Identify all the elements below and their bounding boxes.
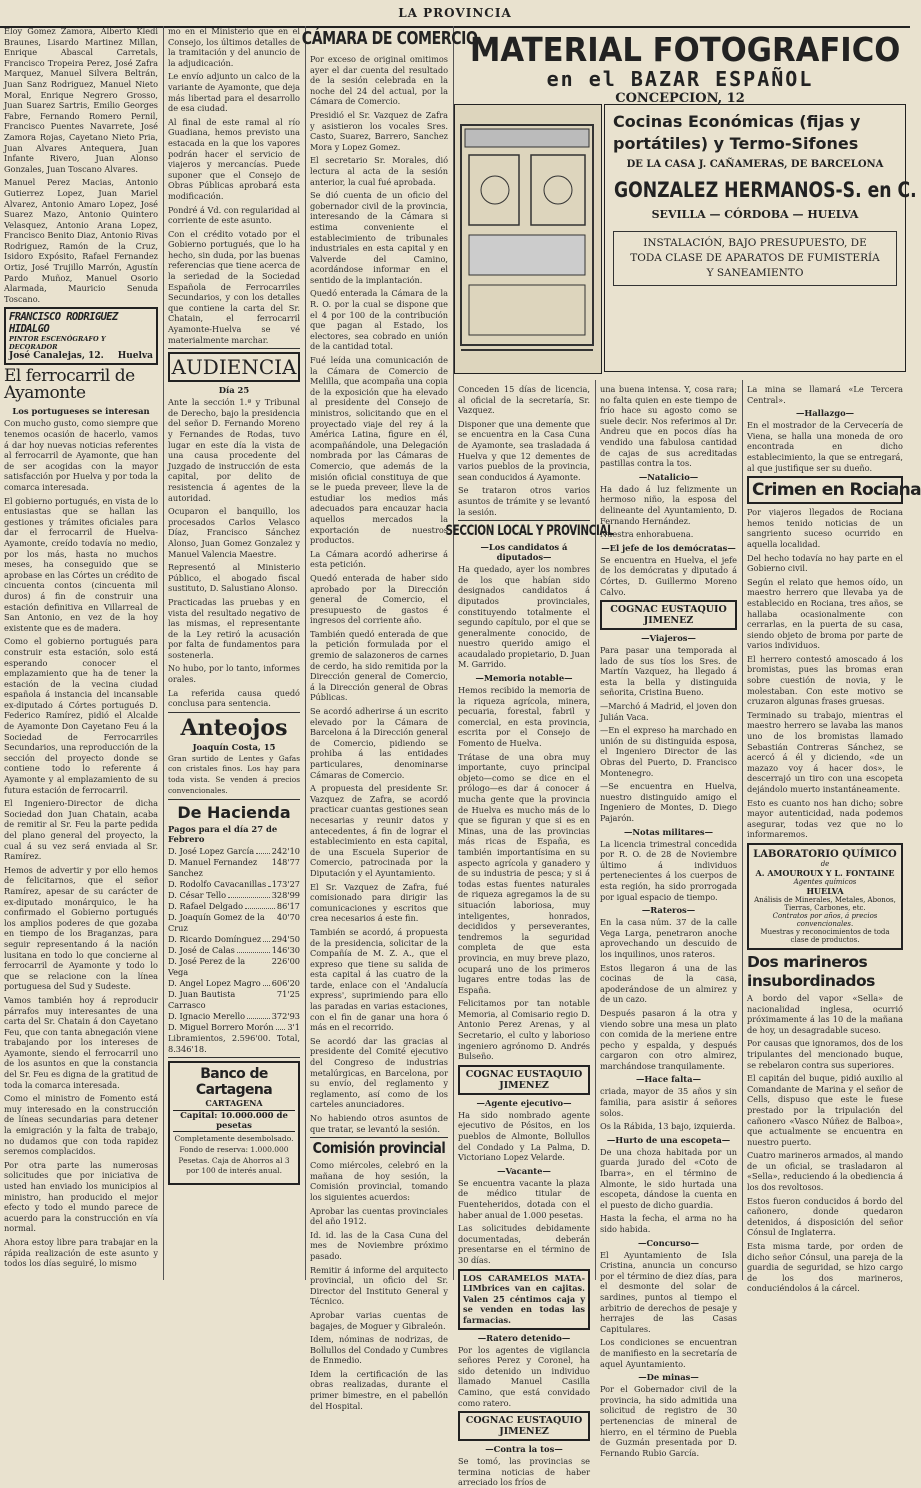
article-paragraph: Id. id. las de la Casa Cuna del mes de Noviembre próximo pasado. — [310, 1229, 448, 1261]
article-paragraph: Las solicitudes debidamente documentadas, deberán presentarse en el término de 30 días. — [458, 1223, 590, 1265]
article-paragraph: Idem la certificación de las obras realizadas, durante el primer bimestre, en el pabellón del Hospital. — [310, 1368, 448, 1411]
article-paragraph: —En el expreso ha marchado en unión de su distinguida esposa, el Ingeniero Director de las Obras del Puerto, D. Francisco Montenegro. — [600, 725, 737, 778]
lab-title: LABORATORIO QUÍMICO — [753, 848, 897, 860]
article-paragraph: El secretario Sr. Morales, dió lectura al acta de la sesión anterior, la cual fué aprobada. — [310, 155, 448, 187]
hacienda-row-name: D. César Tello — [168, 890, 227, 901]
lab-body: Análisis de Minerales, Metales, Abonos, Tierras, Carbones, etc. — [754, 895, 896, 912]
seccion-local-title: SECCION LOCAL Y PROVINCIAL — [445, 523, 614, 540]
hacienda-row — [168, 989, 300, 1011]
article-paragraph: La Cámara acordó adherirse á esta petición. — [310, 548, 448, 570]
lab-names: A. AMOUROUX Y L. FONTAINE — [755, 867, 895, 878]
hacienda-row — [168, 846, 300, 857]
ad-city: Huelva — [117, 351, 153, 362]
leader-dots — [268, 879, 269, 887]
hacienda-row-amount: 3'1 — [287, 1022, 300, 1033]
lab-sub: Agentes químicos — [793, 877, 857, 886]
hacienda-total: Libramientos, 2.596'00. Total, 8.346'18. — [168, 1033, 300, 1054]
article-paragraph: El herrero contestó amoscado á los bromistas, pues las bromas eran sobre cuestión de novia, y le molestaban. Con este motivo se cruzaron algunas frases gruesas. — [747, 653, 903, 707]
banco-title: Banco de Cartagena — [195, 1066, 273, 1099]
hacienda-row-name: D. Rafael Delgado — [168, 901, 244, 912]
article-paragraph: Como el ministro de Fomento está muy interesado en la construcción de líneas secundarias para detener la emigración y la falta de trabajo, no dudamos que con toda rapidez seremos complacidos. — [4, 1093, 158, 1157]
article-paragraph: El Ayuntamiento de Isla Cristina, anuncia un concurso por el término de diez días, para el desmonte del solar de sardines, puntos al tiempo el arbitrio de derechos de pesaje y herrajes de las Casas Capitulares. — [600, 1249, 737, 1334]
lab-body-3: Muestras y reconocimientos de toda clase de productos. — [760, 927, 890, 944]
subhead: —Concurso— — [638, 1237, 699, 1248]
leader-dots — [263, 934, 269, 942]
article-paragraph: Hemos recibido la memoria de la riqueza agrícola, minera, pecuaria, forestal, fabril y comercial, en esta provincia, escrita por el Consejo de Fomento de Huelva. — [458, 685, 590, 749]
column-3 — [301, 26, 478, 1411]
ad-bazar-espanol: en el BAZAR ESPAÑOL — [546, 67, 814, 91]
subhead: —Ratero detenido— — [477, 1332, 571, 1343]
audiencia-date: Día 25 — [218, 385, 250, 396]
article-paragraph: Remitir á informe del arquitecto provincial, un oficio del Sr. Director del Instituto General y Técnico. — [310, 1264, 448, 1307]
hacienda-row — [168, 934, 300, 945]
hacienda-row-name: D. Ricardo Domínguez — [168, 934, 262, 945]
article-paragraph: Ha sido nombrado agente ejecutivo de Pósitos, en los pueblos de Almonte, Bollullos del Condado y La Palma, D. Victoriano Lopez Velarde. — [458, 1109, 590, 1163]
article-paragraph: Estos llegaron á una de las cocinas de la casa, apoderándose de un almirez y de un cazo. — [600, 962, 737, 1005]
article-paragraph: Ahora estoy libre para trabajar en la rápida realización de este asunto y todos los días seguiré, lo mismo — [4, 1236, 158, 1269]
hacienda-list — [168, 846, 300, 1033]
audiencia-title: AUDIENCIA — [168, 352, 300, 382]
banco-capital: Capital: 10.000.000 de pesetas — [173, 1110, 295, 1132]
ad-material-fotografico-title: MATERIAL FOTOGRAFICO — [469, 30, 901, 69]
ad-laboratorio — [747, 843, 903, 950]
cognac-ad: COGNAC EUSTAQUIO JIMENEZ — [458, 1411, 590, 1441]
article-paragraph: La mina se llamará «Le Tercera Central». — [747, 384, 903, 405]
article-paragraph: No habiendo otros asuntos de que tratar, se levantó la sesión. — [310, 1113, 448, 1134]
hacienda-row-amount: 242'10 — [271, 846, 300, 857]
banco-body: Completamente desembolsado. Fondo de reserva: 1.000.000 Pesetas. Caja de Ahorros al 3 por 100 de interés anual. — [174, 1134, 294, 1176]
hacienda-row-name: D. Miguel Borrero Morón — [168, 1022, 274, 1033]
article-paragraph: criada, mayor de 35 años y sin familia, para asistir á señores solos. — [600, 1086, 737, 1118]
hacienda-row-amount: 146'30 — [271, 945, 300, 956]
article-paragraph: Esto es cuanto nos han dicho; sobre mayor autenticidad, nada podemos asegurar, todas vez que no lo informaremos. — [747, 797, 903, 840]
article-paragraph: Por exceso de original omitimos ayer el dar cuenta del resultado de la sesión celebrada en la noche del 24 del actual, por la Cámara de Comercio. — [310, 54, 448, 107]
column-6 — [743, 384, 921, 1294]
article-paragraph: Después pasaron á la otra y viendo sobre una mesa un plato con comida de la meriene entre pecho y espalda, y después cargaron con otro almirez, marchándose tranquilamente. — [600, 1007, 737, 1071]
article-paragraph: Hasta la fecha, el arma no ha sido habida. — [600, 1213, 737, 1234]
subhead: —Agente ejecutivo— — [476, 1097, 572, 1108]
hacienda-row-amount: 606'20 — [271, 978, 300, 989]
article-paragraph: Fué leída una comunicación de la Cámara de Comercio de Melilla, que acompaña una copia de la exposición que ha elevado al presidente del Consejo de ministros, solicitando que en el proyectado viaje del rey á la América Latina, figure en él, acompañándole, una Delegación nombrada por las Cámaras de Comercio, que además de la misión oficial constituya de que se le pueda preveer, lleve la de estudiar los medios más adecuados para encauzar hacia aquellos mercados la exportación de nuestros productos. — [310, 355, 448, 546]
article-paragraph: —Marchó á Madrid, el joven don Julián Vaca. — [600, 701, 737, 722]
article-paragraph: Representó al Ministerio Público, el abogado fiscal sustituto, D. Salustiano Alonso. — [168, 562, 300, 594]
cocinas-subtitle: DE LA CASA J. CAÑAMERAS, DE BARCELONA — [626, 159, 884, 170]
hacienda-row-amount: 372'93 — [271, 1011, 300, 1022]
masthead — [0, 0, 910, 28]
hacienda-row-amount: 173'27 — [271, 879, 300, 890]
article-paragraph: A propuesta del presidente Sr. Vazquez de Zafra, se acordó practicar cuantas gestiones sean necesarias y reunir datos y antecedentes, á fin de lograr el establecimiento en esta capital, de una Escuela Superior de Comercio, patrocinada por la Diputación y el Ayuntamiento. — [310, 783, 448, 878]
subhead: —Los candidatos á diputados— — [480, 542, 568, 563]
article-paragraph: Ante la sección 1.ª y Tribunal de Derecho, bajo la presidencia del señor D. Fernando Moreno y Fernandes de Rodas, tuvo lugar en este día la vista de una causa procedente del Juzgado de instrucción de esta capital, por delito de resistencia á agentes de la autoridad. — [168, 397, 300, 503]
anteojos-title: Anteojos — [180, 714, 288, 741]
hacienda-row — [168, 945, 300, 956]
hacienda-subtitle: Pagos para el día 27 de Febrero — [168, 824, 278, 845]
hacienda-row — [168, 1011, 300, 1022]
article-paragraph: Practicadas las pruebas y en vista del resultado negativo de las mismas, el representante de la Ley retiró la acusación por falta de fundamentos para sostenerla. — [168, 596, 300, 660]
subhead: —Hace falta— — [636, 1074, 701, 1085]
article-paragraph: Esta misma tarde, por orden de dicho señor Cónsul, una pareja de la guardia de seguridad, se hizo cargo de los dos marineros, conduciéndolos á la cárcel. — [747, 1241, 903, 1294]
article-paragraph: Con el crédito votado por el Gobierno portugués, que lo ha hecho, sin duda, por las buenas referencias que tiene acerca de la seriedad de la Sociedad Española de Ferrocarriles Secundarios, y con los detalles que contiene la carta del Sr. Chatain, el ferrocarril Ayamonte-Huelva se vé materialmente marchar. — [168, 228, 300, 345]
leader-dots — [276, 1022, 286, 1030]
subhead: —Hallazgo— — [795, 408, 855, 419]
subhead: —Hurto de una escopeta— — [606, 1134, 731, 1145]
hacienda-row-amount: 148'77 — [271, 857, 300, 868]
hacienda-row-amount: 71'25 — [276, 989, 300, 1000]
article-paragraph: Se encuentra vacante la plaza de médico titular de Fuenteheridos, dotada con el haber anual de 1.000 pesetas. — [458, 1177, 590, 1220]
leader-dots — [245, 901, 275, 909]
article-paragraph: Los condiciones se encuentran de manifiesto en la secretaría de aquel Ayuntamiento. — [600, 1337, 737, 1369]
gh-cities: SEVILLA — CÓRDOBA — HUELVA — [651, 208, 859, 221]
article-paragraph: No hubo, por lo tanto, informes orales. — [168, 663, 300, 685]
article-paragraph: Trátase de una obra muy importante, cuyo principal objeto—como se dice en el prólogo—es dar á conocer á mucha gente que la provincia de Huelva es mucho más de lo que se figuran y que si es en Minas, una de las provincias más ricas de España, es también importantísima en su aspecto agrícola y ganadero y de su industria de pesca; y si á todas estas fuentes naturales de riqueza agregamos la de su situación laboriosa, muy inteligentes, honrados, decididos y perseverantes, tendremos la seguridad completa de que esta provincia, en muy breve plazo, ocupará uno de los primeros lugares entre todas las de España. — [458, 751, 590, 995]
article-paragraph: una buena intensa. Y, cosa rara; no falta quien en este tiempo de frío hace su agosto como se suele decir. Nos referimos al Dr. Andreu que en pocos días ha vendido una fabulosa cantidad de cajas de sus acreditadas pastillas contra la tos. — [600, 384, 737, 469]
cocinas-title: Cocinas Económicas (fijas y portátiles) y Termo-Sifones — [613, 112, 861, 153]
hacienda-row — [168, 890, 300, 901]
article-paragraph: Idem, nóminas de nodrizas, de Bollullos del Condado y Cumbres de Enmedio. — [310, 1334, 448, 1366]
article-paragraph: Nuestra enhorabuena. — [600, 529, 694, 540]
article-paragraph: Por otra parte las numerosas solicitudes que por iniciativa de usted han enviado los municipios al ministro, han producido el mejor efecto y todo el mundo parece de acuerdo para la construcción en vía normal. — [4, 1159, 158, 1234]
banco-city: CARTAGENA — [205, 1098, 263, 1109]
hacienda-row-name: D. Angel Lopez Magro — [168, 978, 261, 989]
article-paragraph: Terminado su trabajo, mientras el maestro herrero se lavaba las manos uno de los bromistas llamado Sebastián Contreras Sánchez, se acercó á él y diciendo, «de un mazazo voy á hacer dos», le descerrajó un tiro con una escopeta dejándolo muerto instantáneamente. — [747, 709, 903, 794]
stove-illustration — [454, 104, 602, 374]
caramelos-ad: LOS CARAMELOS MATA-LIMbrices van en cajitas. Valen 25 céntimos caja y se venden en todas las farmacias. — [458, 1269, 590, 1330]
hacienda-row-name: D. José Lopez García — [168, 846, 255, 857]
hacienda-row — [168, 912, 300, 934]
subhead: —De minas— — [638, 1372, 699, 1383]
article-paragraph: Hemos de advertir y por ello hemos de felicitarnos, que el señor Ramírez, apesar de su carácter de ex-diputado monárquico, le ha confirmado el Gobierno portugués los amplios poderes de que gozaba en tiempo de los Braganzas, para seguir representando á la nación lusitana en todo lo que concierne al ferrocarril de Ayamonte y todo lo que se relacione con la línea portuguesa del Sud y Sudeste. — [4, 864, 158, 992]
article-paragraph: Quedó enterada la Cámara de la R. O. por la cual se dispone que el 4 por 100 de la contribución que pagan al Estado, los electores, sea cobrado en unión de la cantidad total. — [310, 288, 448, 352]
article-paragraph: Se tomó, las provincias se termina noticias de haber arreciado los fríos de — [458, 1456, 590, 1488]
subhead: —El jefe de los demócratas— — [601, 542, 736, 553]
hacienda-row-amount: 294'50 — [271, 934, 300, 945]
article-paragraph: En el mostrador de la Cervecería de Viena, se halla una moneda de oro encontrada en dicho establecimiento, la que se entregará, al que justifique ser su dueño. — [747, 420, 903, 473]
column-1 — [0, 26, 162, 1280]
ad-banco-cartagena — [168, 1061, 300, 1184]
gh-service: INSTALACIÓN, BAJO PRESUPUESTO, DE TODA CLASE DE APARATOS DE FUMISTERÍA Y SANEAMIENTO — [613, 231, 897, 286]
anteojos-body: Gran surtido de Lentes y Gafas con cristales finos. Los hay para toda vista. Se venden á precios convencionales. — [168, 753, 300, 795]
hacienda-row — [168, 956, 300, 978]
lab-of: de — [820, 859, 830, 868]
hacienda-row — [168, 1022, 300, 1033]
article-paragraph: El capitán del buque, pidió auxilio al Comandante de Marina y el señor de Cells, dispuso que este le fuese prestado por la tripulación del cañonero «Vasco Núñez de Balboa», que actualmente se encuentra en nuestro puerto. — [747, 1073, 903, 1147]
leader-dots — [256, 846, 270, 854]
article-paragraph: Del hecho todavía no hay parte en el Gobierno civil. — [747, 552, 903, 574]
article-paragraph: Según el relato que hemos oído, un maestro herrero que llevaba ya de establecido en Rociana, tres años, se hallaba ocasionalmente con cerrarlas, en la puerta de su casa, siendo objeto de broma por parte de varios individuos. — [747, 576, 903, 651]
article-paragraph: Quedó enterada de haber sido aprobado por la Dirección general de Comercio, el presupuesto de gastos é ingresos del corriente año. — [310, 572, 448, 626]
article-paragraph: Estos fueron conducidos á bordo del cañonero, donde quedaron detenidos, á disposición del señor Cónsul de Inglaterra. — [747, 1195, 903, 1238]
hacienda-row-amount: 86'17 — [276, 901, 300, 912]
article-paragraph: Por viajeros llegados de Rociana hemos tenido noticias de un sangriento suceso ocurrido en aquella localidad. — [747, 507, 903, 549]
comision-title: Comisión provincial — [312, 1139, 446, 1158]
subhead: —Notas militares— — [623, 826, 714, 837]
hacienda-row — [168, 879, 300, 890]
article-paragraph: Presidió el Sr. Vazquez de Zafra y asistieron los vocales Sres. Casto, Suarez, Barrero, Sanchez Mora y Lopez Gomez. — [310, 109, 448, 152]
names-list-2: Manuel Perez Macias, Antonio Gutierrez Lopez, Juan Mariel Alvarez, Antonio Amaro Lopez, José Suarez Mazo, Antonio Quintero Velasquez, Antonio Arana Lopez, Francisco Benito Diaz, Antonio Rivas Rodriguez, Ramón de la Cruz, Isidoro Expósito, Rafael Fernandez Ortiz, José Trujillo Marrón, Agustín Pardo Muñoz, Manuel Osorio Alarmada, Mauricio Senuda Toscano. — [4, 177, 158, 304]
article-paragraph: El Sr. Vazquez de Zafra, fué comisionado para dirigir las comunicaciones y escritos que crea necesarios á este fin. — [310, 881, 448, 924]
article-paragraph: Por causas que ignoramos, dos de los tripulantes del mencionado buque, se rebelaron contra sus superiores. — [747, 1038, 903, 1070]
article-paragraph: Pondré á Vd. con regularidad al corriente de este asunto. — [168, 204, 300, 226]
leader-dots — [263, 978, 270, 986]
marineros-title: Dos marineros insubordinados — [747, 952, 875, 990]
article-paragraph: La licencia trimestral concedida por R. O. de 28 de Noviembre último á individuos pertenecientes á los cuerpos de esta región, ha sido prorrogada por igual espacio de tiempo. — [600, 838, 737, 902]
subhead-portugueses: Los portugueses se interesan — [12, 406, 150, 417]
hacienda-row-name: D. José Perez de la Vega — [168, 956, 246, 978]
article-paragraph: Por los agentes de vigilancia señores Perez y Coronel, ha sido detenido un individuo llamado Manuel Casilla Camino, que está convidado como ratero. — [458, 1344, 590, 1408]
hacienda-row — [168, 901, 300, 912]
article-paragraph: Ha quedado, ayer los nombres de los que habían sido designados candidatos á diputados provinciales, constituyendo totalmente el segundo capítulo, por el que se generalmente conocido, de nuestro querido amigo el acaudalado propietario, D. Juan M. Garrido. — [458, 564, 590, 670]
hacienda-row-name: D. Joaquín Gomez de la Cruz — [168, 912, 265, 934]
subhead: —Natalicio— — [638, 471, 699, 482]
cognac-ad: COGNAC EUSTAQUIO JIMENEZ — [458, 1065, 590, 1095]
names-list: Eloy Gomez Zamora, Alberto Kledi Braunes, Lisardo Martinez Millan, Enrique Abascal Carretals, Francisco Tropeira Perez, José Zafra Marquez, Manuel Silvera Beltrán, Juan Sanz Rodriguez, Manuel Nieto Moral, Enrique Negrero Grosso, Juan Suarez Sartris, Emilio Georges Fabre, Fernando Romero Pernil, Francisco Puentes Navarrete, José Zamora Rojas, Cayetano Nieto Pria, Juan Alvares Antequera, Juan Infante Rivero, Juan Alonso Gonzales, Juan Toscano Alvares. — [4, 26, 158, 174]
hacienda-title: De Hacienda — [177, 803, 291, 823]
hacienda-row-name: D. Rodolfo Cavacanillas — [168, 879, 267, 890]
article-paragraph: También quedó enterada de que la petición formulada por el gremio de salazoneros de carnes de cerdo, ha sido remitida por la Dirección general de Comercio, á la Dirección general de Obras Públicas. — [310, 628, 448, 703]
article-paragraph: El Ingeniero-Director de dicha Sociedad don Juan Chatain, acaba de remitir al Sr. Feu la parte pedida del plano general del proyecto, la cual á su vez será enviada al Sr. Ramírez. — [4, 798, 158, 862]
camara-title: CÁMARA DE COMERCIO — [301, 28, 478, 49]
leader-dots — [247, 1011, 270, 1019]
article-paragraph: Aprobar varias cuentas de bagajes, de Moguer y Gibraleón. — [310, 1309, 448, 1331]
headline-ferrocarril: El ferrocarril de Ayamonte — [4, 366, 135, 404]
column-5 — [596, 384, 741, 1458]
column-4 — [445, 384, 614, 1488]
article-paragraph: Le envío adjunto un calco de la variante de Ayamonte, que deja más libertad para el desarrollo de esa ciudad. — [168, 71, 300, 114]
article-paragraph: Se encuentra en Huelva, el jefe de los demócratas y diputado á Córtes, D. Guillermo Moreno Calvo. — [600, 554, 737, 597]
article-paragraph: mo en el Ministerio que en el Consejo, los últimos detalles de la tramitación y del anuncio de la adjudicación. — [168, 26, 300, 68]
article-paragraph: También se acordó, á propuesta de la presidencia, solicitar de la Compañía de M. Z. A., que el expreso que tiene su salida de esta capital á las cuatro de la tarde, enlace con el 'Andalucía express', suprimiendo para ello las paradas en varias estaciones, con el fin de ganar una hora ó más en el recorrido. — [310, 926, 448, 1033]
hacienda-row-name: D. Manuel Fernandez Sanchez — [168, 857, 258, 879]
ad-cocinas — [604, 104, 917, 372]
article-paragraph: Disponer que una demente que se encuentra en la Casa Cuna de Ayamonte, sea trasladada á Huelva y que 12 dementes de varios pueblos de la provincia, sean conducidos á Ayamonte. — [458, 418, 590, 482]
subhead: —Rateros— — [641, 905, 696, 916]
stove-icon — [455, 105, 599, 371]
article-paragraph: Conceden 15 días de licencia, al oficial de la secretaría, Sr. Vazquez. — [458, 384, 590, 416]
article-paragraph: Vamos también hoy á reproducir párrafos muy interesantes de una carta del Sr. Chatain á don Cayetano Feu, que con tanta abnegación viene trabajando por los intereses de Ayamonte, siendo el ferrocarril uno de los asuntos en que la constancia del Sr. Feu es digna de la gratitud de toda la comarca interesada. — [4, 994, 158, 1090]
cognac-ad: COGNAC EUSTAQUIO JIMENEZ — [600, 600, 737, 630]
subhead: —Contra la tos— — [485, 1444, 563, 1455]
article-paragraph: Se trataron otros varios asuntos de trámite y se levantó la sesión. — [458, 485, 590, 517]
leader-dots — [228, 890, 270, 898]
hacienda-row — [168, 978, 300, 989]
article-paragraph: En la casa núm. 37 de la calle Vega Larga, penetraron anoche aprovechando un descuido de los inquilinos, unos rateros. — [600, 917, 737, 959]
ad-block-top-right — [454, 28, 917, 380]
ad-rodriguez-hidalgo — [4, 307, 158, 365]
article-paragraph: Por el Gobernador civil de la provincia, ha sido admitida una solicitud de registro de 30 pertenencias de mineral de hierro, en el término de Puebla de Guzmán presentada por D. Fernando Rubio García. — [600, 1384, 737, 1458]
article-paragraph: Aprobar las cuentas provinciales del año 1912. — [310, 1205, 448, 1227]
hacienda-row-name: D. Juan Bautista Carrasco — [168, 989, 236, 1011]
article-paragraph: Como miércoles, celebró en la mañana de hoy sesión, la Comisión provincial, tomando los siguientes acuerdos: — [310, 1160, 448, 1202]
hacienda-row-amount: 40'70 — [276, 912, 300, 923]
crimen-title: Crimen en Rociana — [747, 476, 903, 504]
article-paragraph: Se acordó adherirse á un escrito elevado por la Cámara de Barcelona á la Dirección general de Comercio, pidiendo se prohiba á las entidades particulares, denominarse Cámaras de Comercio. — [310, 706, 448, 780]
article-paragraph: Felicitamos por tan notable Memoria, al Comisario regio D. Antonio Perez Arenas, y al Secretario, el culto y laborioso ingeniero agrónomo D. Andrés Bulseño. — [458, 998, 590, 1062]
anteojos-address: Joaquín Costa, 15 — [192, 741, 276, 752]
article-paragraph: La referida causa quedó conclusa para sentencia. — [168, 687, 300, 709]
article-paragraph: Se dió cuenta de un oficio del gobernador civil de la provincia, interesando de la Cámara si estima conveniente el establecimiento de tribunales industriales en esta capital y en Valverde del Camino, acordándose informar en el sentido de la implantación. — [310, 190, 448, 285]
article-paragraph: Os la Rábida, 13 bajo, izquierda. — [600, 1121, 736, 1132]
hacienda-row — [168, 857, 300, 879]
subhead: —Viajeros— — [641, 633, 696, 644]
subhead: —Vacante— — [497, 1165, 551, 1176]
hacienda-row-amount: 226'00 — [271, 956, 300, 967]
article-paragraph: Al final de este ramal al río Guadiana, hemos previsto una estacada en la que los vapores podrán hacer el servicio de viajeros y mercancías. Puede suponer que el Consejo de Obras Públicas aprobará esta modificación. — [168, 116, 300, 201]
ad-name: FRANCISCO RODRIGUEZ HIDALGO — [9, 311, 118, 336]
subhead: —Memoria notable— — [475, 673, 573, 684]
lab-body-2: Contratos por años, á precios convencionales. — [772, 911, 878, 928]
ad-address: José Canalejas, 12. — [9, 351, 104, 362]
article-paragraph: Ha dado á luz felizmente un hermoso niño, la esposa del delineante del Ayuntamiento, D. Fernando Hernández. — [600, 483, 737, 526]
hacienda-row-amount: 328'99 — [271, 890, 300, 901]
ad-bazar-address: CONCEPCION, 12 — [615, 91, 745, 106]
newspaper-title: LA PROVINCIA — [398, 6, 512, 20]
article-paragraph: De una choza habitada por un guarda jurado del «Coto de Ibarra», en el término de Almonte, le sido hurtada una escopeta, dándose la cuenta en el puesto de dicho guardia. — [600, 1146, 737, 1210]
hacienda-row-name: D. Ignacio Merello — [168, 1011, 245, 1022]
article-paragraph: Como el gobierno portugués para construir esta estación, solo está esperando conocer el emplazamiento que ha de tener la estación de la vecina ciudad española á instancia del incansable ex-diputado á Córtes portugués D. Federico Ramírez, pidió el Alcalde de Ayamonte Don Cayetano Feu á la Sociedad de Ferrocarriles Secundarios, una reproducción de la sección del proyecto donde se contiene todo lo referente á Ayamonte y al emplazamiento de su futura estación de ferrocarril. — [4, 636, 158, 795]
article-paragraph: Se acordó dar las gracias al presidente del Comité ejecutivo del Congreso de industrias metalúrgicas, en Barcelona, por su envío, del reglamento y reglamento, así como de los carteles anunciadores. — [310, 1035, 448, 1110]
article-paragraph: Cuatro marineros armados, al mando de un oficial, se trasladaron al «Sella», reduciendo á la obediencia á los dos revoltosos. — [747, 1150, 903, 1193]
article-paragraph: —Se encuentra en Huelva, nuestro distinguido amigo el Ingeniero de Montes, D. Diego Pajarón. — [600, 781, 737, 823]
article-paragraph: Ocuparon el banquillo, los procesados Carlos Velasco Díaz, Francisco Sánchez Alonso, Juan Gomez Gonzalez y Manuel Valencia Maestre. — [168, 506, 300, 559]
article-paragraph: Con mucho gusto, como siempre que tenemos ocasión de hacerlo, vamos á dar hoy nuevas noticias referentes al ferrocarril de Ayamonte, que han de ser acogidas con la mayor satisfacción por Huelva y por toda la comarca interesada. — [4, 418, 158, 492]
lab-city: HUELVA — [806, 885, 844, 896]
gonzalez-hermanos: GONZALEZ HERMANOS-S. en C. — [613, 178, 917, 202]
article-paragraph: Para pasar una temporada al lado de sus tíos los Sres. de Martín Vazquez, ha llegado á esta la bella y distinguida señorita, Cristina Bueno. — [600, 645, 737, 698]
article-paragraph: A bordo del vapor «Sella» de nacionalidad inglesa, ocurrió próximamente á las 10 de la mañana de hoy, un desagradable suceso. — [747, 992, 903, 1035]
ad-subtitle: PINTOR ESCENÓGRAFO Y DECORADOR — [9, 335, 106, 352]
article-paragraph: El gobierno portugués, en vista de lo entusiastas que se hallan las gestiones y trámites oficiales para dar el ferrocarril de Huelva-Ayamonte, creído todavía no medio, por los más, hasta no muchos meses, ha conseguido que se aprobase en las Córtes un crédito de cincuenta contos (cincuenta mil duros) á fin de construir una estación definitiva en Villarreal de San Antonio, en vez de la hoy existente que es de madera. — [4, 495, 158, 633]
column-2 — [164, 26, 304, 1280]
hacienda-row-name: D. José de Calas — [168, 945, 235, 956]
leader-dots — [237, 945, 270, 953]
